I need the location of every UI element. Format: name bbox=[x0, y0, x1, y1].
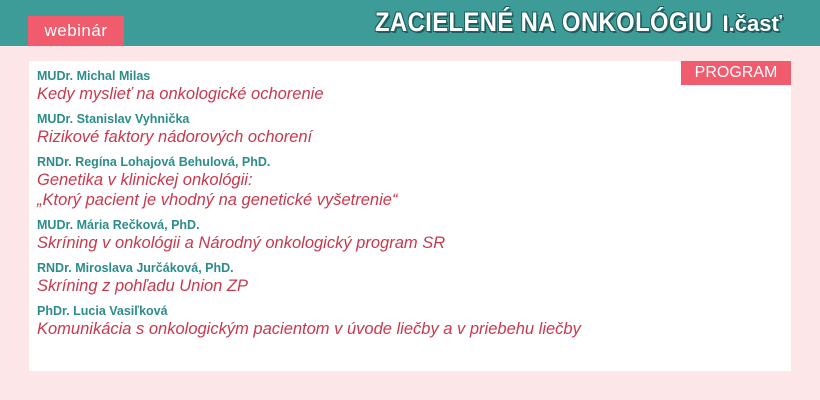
header-bar bbox=[0, 0, 820, 46]
page-title bbox=[329, 7, 782, 38]
title-main: ZACIELENÉ NA ONKOLÓGIU bbox=[375, 7, 713, 37]
speaker-name: RNDr. Miroslava Jurčáková, PhD. bbox=[37, 261, 234, 275]
program-entry bbox=[37, 154, 777, 210]
speaker-name: PhDr. Lucia Vasiľková bbox=[37, 304, 168, 318]
talk-title: Rizikové faktory nádorových ochorení bbox=[37, 128, 313, 146]
talk-title: Kedy myslieť na onkologické ochorenie bbox=[37, 85, 324, 103]
speaker-name: MUDr. Michal Milas bbox=[37, 69, 151, 83]
speaker-name: MUDr. Mária Rečková, PhD. bbox=[37, 218, 200, 232]
webinar-tag: webinár bbox=[28, 16, 124, 46]
title-part: I.časť bbox=[722, 11, 782, 36]
program-entry bbox=[37, 303, 777, 339]
speaker-name: RNDr. Regína Lohajová Behulová, PhD. bbox=[37, 155, 271, 169]
program-entry bbox=[37, 68, 777, 104]
speaker-name: MUDr. Stanislav Vyhnička bbox=[37, 112, 190, 126]
program-panel bbox=[29, 61, 791, 371]
talk-title-line-2: „Ktorý pacient je vhodný na genetické vyšetrenie“ bbox=[37, 191, 398, 209]
program-entry bbox=[37, 260, 777, 296]
program-entry bbox=[37, 111, 777, 147]
talk-title: Skríning z pohľadu Union ZP bbox=[37, 277, 249, 295]
talk-title: Komunikácia s onkologickým pacientom v úvode liečby a v priebehu liečby bbox=[37, 320, 581, 338]
program-list bbox=[37, 68, 777, 346]
talk-title: Skríning v onkológii a Národný onkologický program SR bbox=[37, 234, 446, 252]
talk-title: Genetika v klinickej onkológii: bbox=[37, 171, 253, 189]
program-badge: PROGRAM bbox=[681, 61, 791, 85]
program-entry bbox=[37, 217, 777, 253]
